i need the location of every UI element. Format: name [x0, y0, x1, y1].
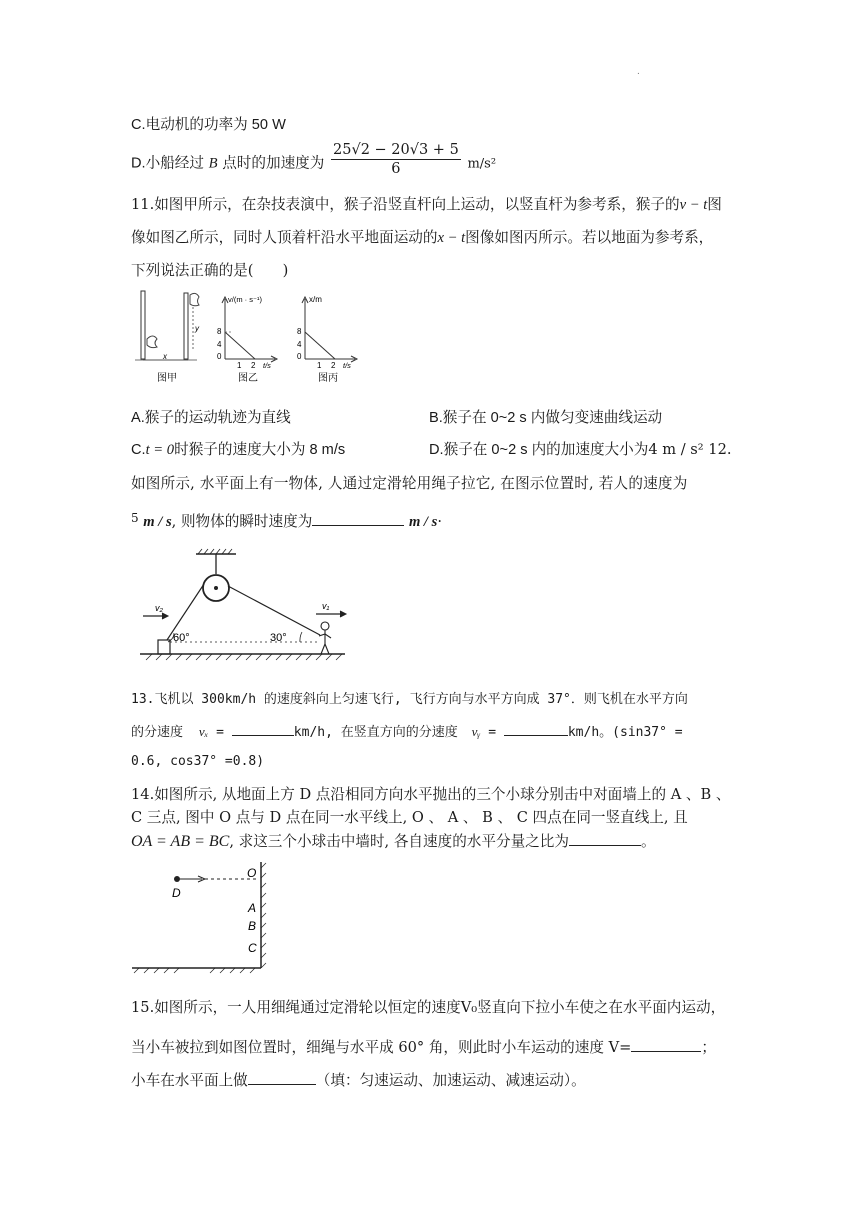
q15-velocity-blank[interactable] — [631, 1037, 701, 1052]
svg-text:v₁: v₁ — [322, 601, 330, 611]
svg-text:8: 8 — [297, 327, 302, 336]
q11-stem-line2: 像如图乙所示，同时人顶着杆沿水平地面运动的x − t图像如图丙所示。若以地面为参考系， — [131, 229, 714, 246]
svg-text:C: C — [248, 941, 257, 955]
q13-stem-line3: 0.6, cos37° =0.8) — [131, 754, 265, 769]
svg-text:v/(m · s⁻¹): v/(m · s⁻¹) — [228, 295, 262, 304]
q14-stem-line1: 14.如图所示, 从地面上方 D 点沿相同方向水平抛出的三个小球分别击中对面墙上的 A 、B 、 — [131, 786, 731, 803]
q15-stem-line2: 当小车被拉到如图位置时，细绳与水平成 60° 角，则此时小车运动的速度 V= ； — [131, 1039, 716, 1056]
svg-text:1: 1 — [237, 361, 242, 370]
figure-bing — [297, 295, 357, 384]
svg-text:图甲: 图甲 — [157, 373, 177, 384]
q10-option-c: C.电动机的功率为 50 W — [131, 117, 286, 133]
q13-vy-blank[interactable] — [504, 721, 568, 736]
q12-stem-line1: 如图所示, 水平面上有一物体, 人通过定滑轮用绳子拉它, 在图示位置时, 若人的速度为 — [131, 475, 688, 492]
svg-text:1: 1 — [317, 361, 322, 370]
svg-text:图乙: 图乙 — [238, 373, 258, 384]
q14-wall-figure — [130, 860, 275, 974]
svg-text:y: y — [195, 324, 199, 333]
svg-text:图丙: 图丙 — [318, 373, 338, 384]
q15-motion-blank[interactable] — [248, 1070, 316, 1085]
q11-stem-line1: 11.如图甲所示，在杂技表演中，猴子沿竖直杆向上运动，以竖直杆为参考系，猴子的v − t图 — [131, 196, 722, 213]
figure-jia — [135, 291, 200, 384]
page-marker: . — [637, 66, 640, 77]
svg-text:2: 2 — [251, 361, 256, 370]
svg-text:t/s: t/s — [263, 361, 271, 370]
q14-answer-blank[interactable] — [569, 831, 641, 846]
q13-vx-blank[interactable] — [232, 721, 294, 736]
svg-text:x/m: x/m — [309, 295, 322, 304]
q14-stem-line2: C 三点, 图中 O 点与 D 点在同一水平线上, O 、 A 、 B 、 C 四点在同一竖直线上, 且 — [131, 809, 688, 826]
acceleration-fraction: $\frac{25√2 - 20√3 + 5}{6}$ — [333, 142, 459, 177]
q13-stem-line2: 的分速度 vₓ = km/h, 在竖直方向的分速度 vᵧ = km/h。(sin37° = — [131, 721, 683, 740]
svg-text:v₂: v₂ — [155, 603, 163, 613]
q11-figures — [135, 287, 375, 387]
point-d — [174, 876, 180, 882]
svg-text:0: 0 — [297, 352, 302, 361]
svg-text:60°: 60° — [173, 632, 190, 644]
monkey-top-icon — [190, 293, 199, 305]
figure-yi — [217, 295, 277, 384]
svg-text:A: A — [248, 901, 257, 915]
svg-text:B: B — [248, 919, 257, 933]
q11-option-c: C.t = 0时猴子的速度大小为 8 m/s — [131, 442, 346, 458]
q13-stem-line1: 13.飞机以 300km/h 的速度斜向上匀速飞行, 飞行方向与水平方向成 37°．则飞机在水平方向 — [131, 692, 688, 707]
svg-text:x: x — [163, 352, 167, 361]
q11-option-a: A.猴子的运动轨迹为直线 — [131, 410, 291, 426]
q12-answer-blank[interactable] — [312, 511, 404, 526]
svg-text:D: D — [172, 886, 181, 900]
svg-text:0: 0 — [217, 352, 222, 361]
q11-option-d: D.猴子在 0~2 s 内的加速度大小为4 m / s² 12. — [429, 441, 732, 458]
q10-option-d: D.小船经过 B 点时的加速度为 $\frac{25√2 - 20√3 + 5}{6}$ m/s² — [131, 142, 497, 177]
svg-text:2: 2 — [331, 361, 336, 370]
svg-text:4: 4 — [217, 340, 222, 349]
svg-text:4: 4 — [297, 340, 302, 349]
monkey-bottom-icon — [147, 336, 157, 348]
q12-stem-line2: $^5$ m / s, 则物体的瞬时速度为 m / s· — [131, 511, 442, 530]
q14-stem-line3: OA = AB = BC, 求这三个小球击中墙时, 各自速度的水平分量之比为 。 — [131, 833, 656, 850]
q11-option-b: B.猴子在 0~2 s 内做匀变速曲线运动 — [429, 410, 663, 426]
q12-pulley-figure — [140, 548, 350, 666]
svg-text:30°: 30° — [270, 632, 287, 644]
q15-stem-line3: 小车在水平面上做 （填：匀速运动、加速运动、减速运动）。 — [131, 1072, 586, 1089]
q11-stem-line3: 下列说法正确的是( ) — [131, 262, 289, 279]
person-icon — [319, 622, 331, 654]
svg-text:O: O — [247, 866, 257, 880]
svg-text:8: 8 — [217, 327, 222, 336]
svg-text:t/s: t/s — [343, 361, 351, 370]
q15-stem-line1: 15.如图所示，一人用细绳通过定滑轮以恒定的速度V₀竖直向下拉小车使之在水平面内运动， — [131, 999, 726, 1016]
